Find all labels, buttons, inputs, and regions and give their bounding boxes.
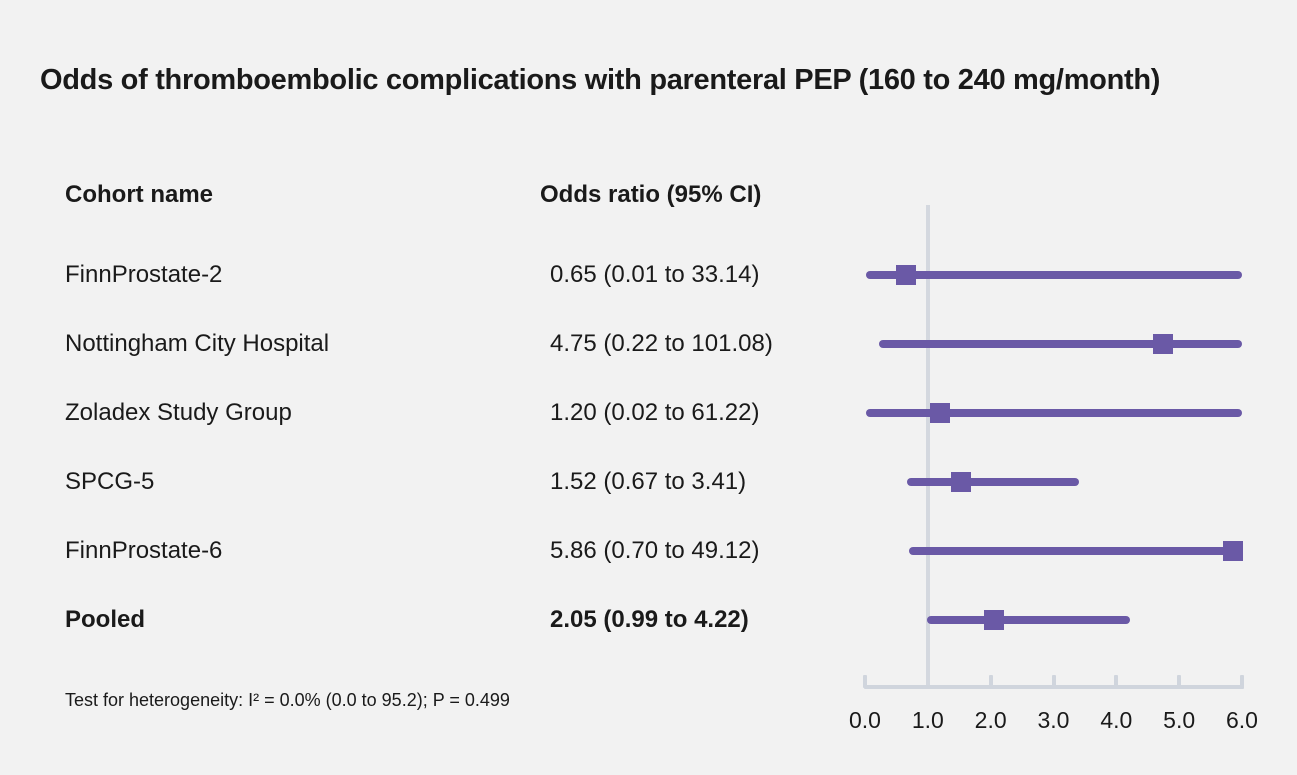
x-axis-tick-label: 6.0 (1226, 707, 1258, 733)
odds-ratio-value: 0.65 (0.01 to 33.14) (550, 261, 760, 288)
odds-ratio-value: 1.20 (0.02 to 61.22) (550, 399, 760, 426)
column-header-odds-ratio: Odds ratio (95% CI) (540, 181, 762, 208)
cohort-name: Zoladex Study Group (65, 399, 292, 426)
x-axis-tick-label: 0.0 (849, 707, 881, 733)
x-axis-tick (863, 675, 867, 688)
confidence-interval-line (907, 478, 1079, 486)
odds-ratio-marker (1153, 334, 1173, 354)
chart-title: Odds of thromboembolic complications with parenteral PEP (160 to 240 mg/month) (40, 64, 1161, 96)
x-axis-tick (1114, 675, 1118, 688)
heterogeneity-note: Test for heterogeneity: I² = 0.0% (0.0 to 95.2); P = 0.499 (65, 690, 510, 710)
x-axis-tick-label: 1.0 (911, 707, 944, 733)
odds-ratio-marker (951, 472, 971, 492)
x-axis-tick-label: 4.0 (1100, 707, 1133, 733)
cohort-name: Nottingham City Hospital (65, 330, 330, 357)
odds-ratio-value: 5.86 (0.70 to 49.12) (550, 537, 760, 564)
x-axis-tick (1177, 675, 1181, 688)
odds-ratio-marker (984, 610, 1004, 630)
odds-ratio-marker (930, 403, 950, 423)
x-axis-tick-label: 2.0 (974, 707, 1007, 733)
confidence-interval-line (866, 409, 1242, 417)
confidence-interval-line (866, 271, 1242, 279)
column-header-cohort-name: Cohort name (65, 181, 214, 208)
cohort-name: FinnProstate-6 (65, 537, 223, 564)
odds-ratio-value: 1.52 (0.67 to 3.41) (550, 468, 747, 495)
odds-ratio-marker (1223, 541, 1243, 561)
x-axis-tick-label: 3.0 (1037, 707, 1070, 733)
odds-ratio-value: 2.05 (0.99 to 4.22) (550, 606, 749, 633)
x-axis-tick (1052, 675, 1056, 688)
x-axis-tick (989, 675, 993, 688)
confidence-interval-line (879, 340, 1242, 348)
confidence-interval-line (927, 616, 1130, 624)
odds-ratio-value: 4.75 (0.22 to 101.08) (550, 330, 773, 357)
cohort-name: SPCG-5 (65, 468, 155, 495)
cohort-name: FinnProstate-2 (65, 261, 223, 288)
confidence-interval-line (909, 547, 1242, 555)
x-axis-tick (1240, 675, 1244, 688)
cohort-name: Pooled (65, 606, 146, 633)
x-axis-tick-label: 5.0 (1163, 707, 1196, 733)
odds-ratio-marker (896, 265, 916, 285)
forest-plot-area (849, 205, 1258, 745)
